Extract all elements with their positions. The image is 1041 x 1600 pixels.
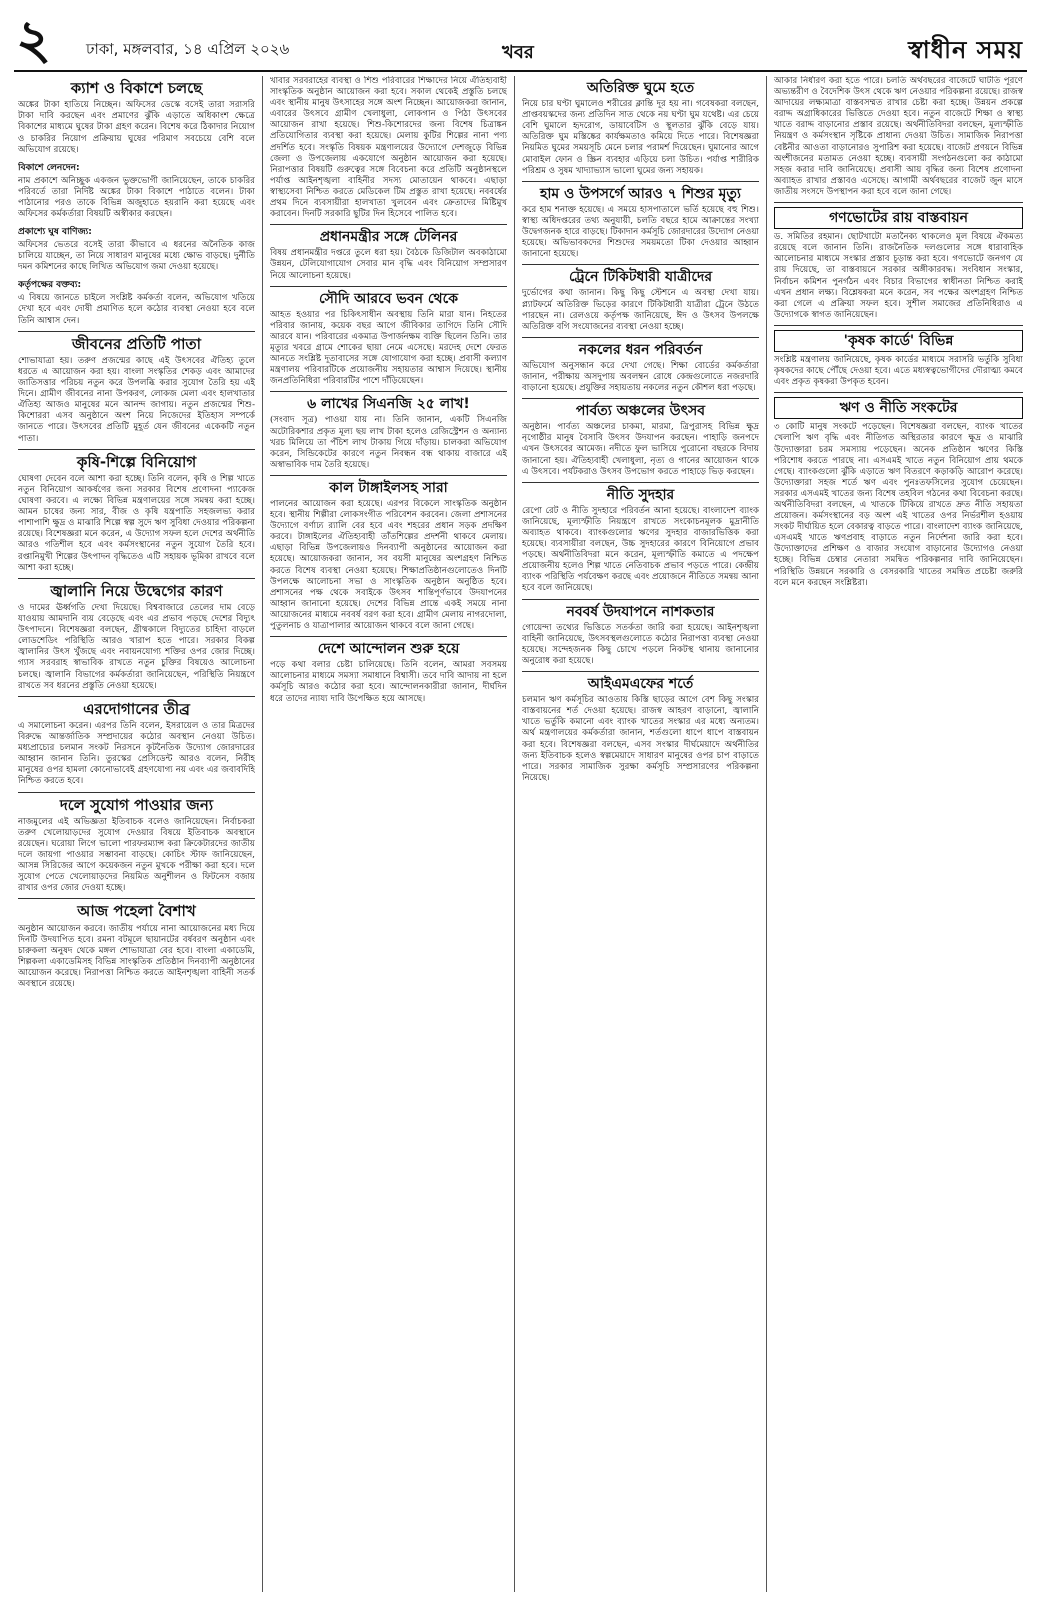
article-headline: দেশে আন্দোলন শুরু হয়ে	[317, 641, 460, 658]
article	[774, 325, 1023, 388]
article-divider	[522, 671, 759, 672]
article-divider	[522, 264, 759, 265]
article-body: (সংবাদ সূত্র) পাওয়া যায় না। তিনি জানান, একটি সিএনজি অটোরিকশার প্রকৃত মূল্য ছয় লাখ টাকা হলেও রেজিস্ট্রেশন ও অন্যান্য খরচ মিলিয়ে তা পঁচিশ লাখ টাকায় গিয়ে দাঁড়ায়। চালকরা অভিযোগ করেন, সিন্ডিকেটের কারণে নতুন নিবন্ধন বন্ধ থাকায় বাজারে এই অস্বাভাবিক দাম তৈরি হয়েছে।	[270, 415, 507, 470]
article	[270, 286, 507, 388]
article	[522, 264, 759, 332]
column-divider	[766, 76, 767, 1592]
article-body: গোয়েন্দা তথ্যের ভিত্তিতে সতর্কতা জারি করা হয়েছে। আইনশৃঙ্খলা বাহিনী জানিয়েছে, উৎসবস্থলগুলোতে কঠোর নিরাপত্তা ব্যবস্থা নেওয়া হয়েছে। সন্দেহজনক কিছু চোখে পড়লে নিকটস্থ থানায় জানানোর অনুরোধ করা হয়েছে।	[522, 622, 759, 666]
article	[522, 671, 759, 784]
article	[522, 337, 759, 394]
article-headline: 'কৃষক কার্ডে' বিভিন্ন	[774, 330, 1023, 352]
column-3	[522, 76, 759, 1592]
article-body: এ বিষয়ে জানতে চাইলে সংশ্লিষ্ট কর্মকর্তা বলেন, অভিযোগ খতিয়ে দেখা হবে এবং দোষী প্রমাণিত হলে কঠোর ব্যবস্থা নেওয়া হবে বলে তিনি আশ্বাস দেন।	[18, 293, 255, 326]
article-body: আহত হওয়ার পর চিকিৎসাধীন অবস্থায় তিনি মারা যান। নিহতের পরিবার জানায়, কয়েক বছর আগে জীবিকার তাগিদে তিনি সৌদি আরবে যান। পরিবারের একমাত্র উপার্জনক্ষম ব্যক্তি ছিলেন তিনি। তার মৃত্যুর খবরে গ্রামে শোকের ছায়া নেমে এসেছে। মরদেহ দেশে ফেরত আনতে সংশ্লিষ্ট দূতাবাসের সঙ্গে যোগাযোগ করা হচ্ছে। প্রবাসী কল্যাণ মন্ত্রণালয় পরিবারটিকে প্রয়োজনীয় সহায়তার আশ্বাস দিয়েছে। স্থানীয় জনপ্রতিনিধিরা পরিবারটির পাশে দাঁড়িয়েছেন।	[270, 309, 507, 387]
article-divider	[18, 331, 255, 332]
article-body: সংশ্লিষ্ট মন্ত্রণালয় জানিয়েছে, কৃষক কার্ডের মাধ্যমে সরাসরি ভর্তুকি সুবিধা কৃষকদের কাছে পৌঁছে দেওয়া হবে। এতে মধ্যস্বত্বভোগীদের দৌরাত্ম্য কমবে এবং প্রকৃত কৃষকরা উপকৃত হবেন।	[774, 354, 1023, 388]
article	[270, 636, 507, 704]
column-divider	[262, 76, 263, 1592]
article-headline: প্রধানমন্ত্রীর সঙ্গে টেলিনর	[319, 229, 458, 246]
article	[522, 482, 759, 595]
column-2	[270, 76, 507, 1592]
article	[522, 80, 759, 177]
article-headline: ক্যাশ ও বিকাশে চলছে	[70, 79, 203, 97]
article-body: নাম প্রকাশে অনিচ্ছুক একজন ভুক্তভোগী জানিয়েছেন, তাকে চাকরির পরিবর্তে তারা নির্দিষ্ট অঙ্কের টাকা বিকাশে পাঠাতে বলেন। টাকা পাঠানোর পরও তাকে বিভিন্ন অজুহাতে হয়রানি করা হয়েছে এবং অফিসের কর্মকর্তারা বিষয়টি অস্বীকার করছেন।	[18, 175, 255, 219]
article-headline: কৃষি-শিল্পে বিনিয়োগ	[76, 452, 197, 471]
article-divider	[270, 636, 507, 637]
article-divider	[522, 398, 759, 399]
article-body: চলমান ঋণ কর্মসূচির আওতায় কিস্তি ছাড়ের আগে বেশ কিছু সংস্কার বাস্তবায়নের শর্ত দেওয়া হয়েছে। রাজস্ব আহরণ বাড়ানো, জ্বালানি খাতে ভর্তুকি কমানো এবং ব্যাংক খাতের সংস্কার এর মধ্যে অন্যতম। অর্থ মন্ত্রণালয়ের কর্মকর্তারা জানান, শর্তগুলো ধাপে ধাপে বাস্তবায়ন করা হবে। বিশেষজ্ঞরা বলছেন, এসব সংস্কার দীর্ঘমেয়াদে অর্থনীতির জন্য ইতিবাচক হলেও স্বল্পমেয়াদে সাধারণ মানুষের ওপর চাপ বাড়াতে পারে। সরকার সামাজিক সুরক্ষা কর্মসূচি সম্প্রসারণের পরিকল্পনা নিয়েছে।	[522, 695, 759, 783]
article-headline: জ্বালানি নিয়ে উদ্বেগের কারণ	[50, 581, 223, 600]
article	[774, 392, 1023, 589]
article-divider	[774, 325, 1023, 326]
article-divider	[18, 792, 255, 793]
page-number: ২	[16, 7, 52, 71]
section-name: খবর	[502, 42, 534, 63]
article-body: শোভাযাত্রা হয়। তরুণ প্রজন্মের কাছে এই উৎসবের ঐতিহ্য তুলে ধরতে এ আয়োজন করা হয়। বাংলা সংস্কৃতির শেকড় এবং আমাদের জাতিসত্তার পরিচয় নতুন করে উপলব্ধি করার সুযোগ তৈরি হয় এই দিনে। গ্রামীণ জীবনের নানা উপকরণ, লোকজ মেলা এবং হালখাতার ঐতিহ্য আজও মানুষের মনে আনন্দ জাগায়। নতুন প্রজন্মের শিশু-কিশোররা এসব অনুষ্ঠানে অংশ নিয়ে নিজেদের ইতিহাস সম্পর্কে জানতে পারে। উৎসবের প্রতিটি মুহূর্ত যেন জীবনের একেকটি নতুন পাতা।	[18, 355, 255, 444]
article-headline: আজ পহেলা বৈশাখ	[77, 902, 196, 921]
article-body: দুর্ভোগের কথা জানান। কিছু কিছু স্টেশনে এ অবস্থা দেখা যায়। প্ল্যাটফর্মে অতিরিক্ত ভিড়ের কারণে টিকিটধারী যাত্রীরা ট্রেনে উঠতে পারছেন না। রেলওয়ে কর্তৃপক্ষ জানিয়েছে, ঈদ ও উৎসব উপলক্ষে অতিরিক্ত বগি সংযোজনের ব্যবস্থা নেওয়া হচ্ছে।	[522, 288, 759, 332]
newspaper-logo: স্বাধীন সময়	[908, 36, 1023, 64]
article	[18, 792, 255, 895]
article-headline: হাম ও উপসর্গে আরও ৭ শিশুর মৃত্যু	[539, 185, 741, 202]
article	[522, 599, 759, 667]
article-divider	[522, 482, 759, 483]
article	[522, 398, 759, 478]
article-body: এ সমালোচনা করেন। এরপর তিনি বলেন, ইসরায়েল ও তার মিত্রদের বিরুদ্ধে আন্তর্জাতিক সম্প্রদায়ের কঠোর অবস্থান নেওয়া উচিত। মধ্যপ্রাচ্যের চলমান সংকট নিরসনে কূটনৈতিক উদ্যোগ জোরদারের আহ্বান জানান তিনি। তুরস্কের প্রেসিডেন্ট আরও বলেন, নিরীহ মানুষের ওপর হামলা কোনোভাবেই গ্রহণযোগ্য নয় এবং এর জবাবদিহি নিশ্চিত করতে হবে।	[18, 721, 255, 787]
article-body: অফিসের ভেতরে বসেই তারা কীভাবে এ ধরনের অনৈতিক কাজ চালিয়ে যাচ্ছেন, তা নিয়ে সাধারণ মানুষের মধ্যে ক্ষোভ বাড়ছে। দুর্নীতি দমন কমিশনের কাছে লিখিত অভিযোগ জমা দেওয়া হয়েছে।	[18, 240, 255, 273]
article-divider	[774, 202, 1023, 203]
article	[18, 331, 255, 445]
article-body: পড়ে কথা বলার চেষ্টা চালিয়েছে। তিনি বলেন, আমরা সবসময় আলোচনার মাধ্যমে সমস্যা সমাধানে বিশ্বাসী। তবে দাবি আদায় না হলে কর্মসূচি আরও কঠোর করা হবে। আন্দোলনকারীরা জানান, দীর্ঘদিন ধরে তাদের ন্যায্য দাবি উপেক্ষিত হয়ে আসছে।	[270, 660, 507, 704]
article-divider	[18, 578, 255, 579]
article-subhead: বিকাশে লেনদেন:	[18, 162, 80, 173]
article-body: পালনের আয়োজন করা হয়েছে। এরপর বিকেলে সাংস্কৃতিক অনুষ্ঠান হবে। স্থানীয় শিল্পীরা লোকসংগীত পরিবেশন করবেন। জেলা প্রশাসনের উদ্যোগে বর্ণাঢ্য র‍্যালি বের হবে এবং শহরের প্রধান সড়ক প্রদক্ষিণ করবে। টাঙ্গাইলের ঐতিহ্যবাহী তাঁতশিল্পের প্রদর্শনী থাকবে মেলায়। এছাড়া বিভিন্ন উপজেলায়ও দিনব্যাপী অনুষ্ঠানের আয়োজন করা হয়েছে। আয়োজকরা জানান, সব বয়সী মানুষের অংশগ্রহণ নিশ্চিত করতে বিশেষ ব্যবস্থা নেওয়া হয়েছে। শিক্ষাপ্রতিষ্ঠানগুলোতেও দিনটি উপলক্ষে আলোচনা সভা ও সাংস্কৃতিক অনুষ্ঠান অনুষ্ঠিত হবে। প্রশাসনের পক্ষ থেকে সবাইকে উৎসব শান্তিপূর্ণভাবে উদযাপনের আহ্বান জানানো হয়েছে। দেশের বিভিন্ন প্রান্তে একই সময়ে নানা আয়োজনের মাধ্যমে নববর্ষ বরণ করা হবে। গ্রামীণ মেলায় নাগরদোলা, পুতুলনাচ ও যাত্রাপালার আয়োজন থাকবে বলে জানা গেছে।	[270, 499, 507, 632]
article	[270, 475, 507, 632]
article-divider	[522, 181, 759, 182]
article	[18, 578, 255, 692]
article-headline: জীবনের প্রতিটি পাতা	[71, 334, 202, 353]
article-headline: এরদোগানের তীব্র	[83, 699, 190, 718]
article-headline: পার্বত্য অঞ্চলের উৎসব	[575, 403, 706, 420]
masthead-rule	[14, 70, 1027, 72]
article-headline: অতিরিক্ত ঘুমে হতে	[586, 80, 695, 96]
column-divider	[514, 76, 515, 1592]
article-divider	[270, 224, 507, 225]
article-headline: গণভোটের রায় বাস্তবায়ন	[774, 207, 1023, 229]
article-divider	[18, 449, 255, 450]
article-divider	[270, 286, 507, 287]
article-headline: আইএমএফের শর্তে	[587, 676, 694, 693]
article-headline: নীতি সুদহার	[606, 486, 675, 503]
article-divider	[18, 696, 255, 697]
column-4	[774, 76, 1023, 1592]
article-headline: নববর্ষ উদযাপনে নাশকতার	[566, 603, 715, 620]
article-body: অনুষ্ঠান আয়োজন করবে। জাতীয় পর্যায়ে নানা আয়োজনের মধ্য দিয়ে দিনটি উদযাপিত হবে। রমনা বটমূলে ছায়ানটের বর্ষবরণ অনুষ্ঠান এবং চারুকলা অনুষদ থেকে মঙ্গল শোভাযাত্রা বের হবে। বাংলা একাডেমি, শিল্পকলা একাডেমিসহ বিভিন্ন সাংস্কৃতিক প্রতিষ্ঠান দিনব্যাপী অনুষ্ঠানের আয়োজন করেছে। নিরাপত্তা নিশ্চিত করতে আইনশৃঙ্খলা বাহিনী সতর্ক অবস্থানে রয়েছে।	[18, 923, 255, 990]
article-body: নিয়ে চার ঘণ্টা ঘুমালেও শরীরের ক্লান্তি দূর হয় না। গবেষকরা বলছেন, প্রাপ্তবয়স্কদের জন্য প্রতিদিন সাত থেকে নয় ঘণ্টা ঘুম যথেষ্ট। এর চেয়ে বেশি ঘুমালে হৃদরোগ, ডায়াবেটিস ও স্থূলতার ঝুঁকি বেড়ে যায়। অতিরিক্ত ঘুম মস্তিষ্কের কার্যক্ষমতাও কমিয়ে দিতে পারে। বিশেষজ্ঞরা নিয়মিত ঘুমের সময়সূচি মেনে চলার পরামর্শ দিয়েছেন। ঘুমানোর আগে মোবাইল ফোন ও স্ক্রিন ব্যবহার এড়িয়ে চলা উচিত। পর্যাপ্ত শারীরিক পরিশ্রম ও সুষম খাদ্যাভ্যাস ভালো ঘুমের জন্য সহায়ক।	[522, 99, 759, 176]
article-headline: সৌদি আরবে ভবন থেকে	[318, 290, 459, 307]
article-divider	[522, 337, 759, 338]
column-1	[18, 76, 255, 1592]
article-body: অনুষ্ঠান। পার্বত্য অঞ্চলের চাকমা, মারমা, ত্রিপুরাসহ বিভিন্ন ক্ষুদ্র নৃগোষ্ঠীর মানুষ বৈসাবি উৎসব উদযাপন করছেন। পাহাড়ি জনপদে এখন উৎসবের আমেজ। নদীতে ফুল ভাসিয়ে পুরোনো বছরকে বিদায় জানানো হয়। ঐতিহ্যবাহী খেলাধুলা, নৃত্য ও গানের আয়োজন থাকে এ উৎসবে। পর্যটকরাও উৎসব উপভোগ করতে পাহাড়ে ভিড় করছেন।	[522, 422, 759, 477]
article	[18, 80, 255, 327]
masthead	[0, 0, 1041, 72]
article-divider	[18, 898, 255, 899]
article-headline: ঋণ ও নীতি সংকটের	[774, 397, 1023, 419]
article	[270, 391, 507, 471]
article-body: ড. সমিতির রহমান। ছোটখাটো মতানৈক্য থাকলেও মূল বিষয়ে ঐকমত্য রয়েছে বলে জানান তিনি। রাজনৈতিক দলগুলোর সঙ্গে ধারাবাহিক আলোচনার মাধ্যমে সংস্কার প্রস্তাব চূড়ান্ত করা হবে। গণভোটে জনগণ যে রায় দিয়েছে, তা বাস্তবায়নে সরকার অঙ্গীকারবদ্ধ। সংবিধান সংস্কার, নির্বাচন কমিশন পুনর্গঠন এবং বিচার বিভাগের স্বাধীনতা নিশ্চিত করাই এখন প্রধান লক্ষ্য। বিশ্লেষকরা মনে করেন, সব পক্ষের অংশগ্রহণ নিশ্চিত করা গেলে এ প্রক্রিয়া সফল হবে। সুশীল সমাজের প্রতিনিধিরাও এ উদ্যোগকে স্বাগত জানিয়েছেন।	[774, 232, 1023, 320]
article-body: ঘোষণা দেবেন বলে আশা করা হচ্ছে। তিনি বলেন, কৃষি ও শিল্প খাতে নতুন বিনিয়োগ আকর্ষণের জন্য সরকার বিশেষ প্রণোদনা প্যাকেজ ঘোষণা করবে। এ লক্ষ্যে বিভিন্ন মন্ত্রণালয়ের সঙ্গে সমন্বয় করা হচ্ছে। আমন চাষের জন্য সার, বীজ ও কৃষি যন্ত্রপাতি সহজলভ্য করার পাশাপাশি ক্ষুদ্র ও মাঝারি শিল্পে স্বল্প সুদে ঋণ সুবিধা দেওয়ার পরিকল্পনা রয়েছে। বিশেষজ্ঞরা মনে করেন, এ উদ্যোগ সফল হলে দেশের অর্থনীতি আরও গতিশীল হবে এবং কর্মসংস্থানের নতুন সুযোগ তৈরি হবে। রপ্তানিমুখী শিল্পের উৎপাদন বৃদ্ধিতেও এটি সহায়ক ভূমিকা রাখবে বলে আশা করা হচ্ছে।	[18, 473, 255, 573]
article	[522, 181, 759, 261]
article-body: নাজমুলের এই অভিজ্ঞতা ইতিবাচক বলেও জানিয়েছেন। নির্বাচকরা তরুণ খেলোয়াড়দের সুযোগ দেওয়ার বিষয়ে ইতিবাচক অবস্থানে রয়েছেন। ঘরোয়া লিগে ভালো পারফরম্যান্স করা ক্রিকেটারদের জাতীয় দলে জায়গা পাওয়ার সম্ভাবনা বাড়ছে। কোচিং স্টাফ জানিয়েছেন, আসন্ন সিরিজের আগে কয়েকজন নতুন মুখকে পরীক্ষা করা হবে। দলে সুযোগ পেতে খেলোয়াড়দের নিয়মিত অনুশীলন ও ফিটনেস বজায় রাখার ওপর জোর দেওয়া হচ্ছে।	[18, 816, 255, 894]
article-body: খাবার সরবরাহের ব্যবস্থা ও শিশু পরিবারের শিক্ষাদের নিয়ে ঐতিহ্যবাহী সাংস্কৃতিক অনুষ্ঠান আয়োজন করা হবে। সকাল থেকেই প্রস্তুতি চলছে এবং স্থানীয় মানুষ উৎসাহের সঙ্গে অংশ নিচ্ছেন। আয়োজকরা জানান, এবারের উৎসবে গ্রামীণ খেলাধুলা, লোকগান ও পিঠা উৎসবের আয়োজন রাখা হয়েছে। শিশু-কিশোরদের জন্য বিশেষ চিত্রাঙ্কন প্রতিযোগিতার ব্যবস্থা করা হয়েছে। মেলায় কুটির শিল্পের নানা পণ্য প্রদর্শিত হবে। সংস্কৃতি বিষয়ক মন্ত্রণালয়ের উদ্যোগে দেশজুড়ে বিভিন্ন জেলা ও উপজেলায় একযোগে অনুষ্ঠান আয়োজন করা হয়েছে। নিরাপত্তার বিষয়টি গুরুত্বের সঙ্গে বিবেচনা করে প্রতিটি অনুষ্ঠানস্থলে পর্যাপ্ত আইনশৃঙ্খলা বাহিনীর সদস্য মোতায়েন থাকবে। এছাড়া স্বাস্থ্যসেবা নিশ্চিত করতে মেডিকেল টিম প্রস্তুত রাখা হয়েছে। নববর্ষের প্রথম দিনে ব্যবসায়ীরা হালখাতা খুলবেন এবং ক্রেতাদের মিষ্টিমুখ করাবেন। দিনটি সরকারি ছুটির দিন হিসেবে পালিত হবে।	[270, 76, 507, 220]
article-body: অঙ্কের টাকা হাতিয়ে নিচ্ছেন। অফিসের ডেস্কে বসেই তারা সরাসরি টাকা দাবি করছেন এবং প্রমাণের ঝুঁকি এড়াতে অধিকাংশ ক্ষেত্রে বিকাশের মাধ্যমে ঘুষের টাকা গ্রহণ করেন। বিশেষ করে ঠিকাদার নিয়োগ ও চাকরির নিয়োগ প্রক্রিয়ায় ঘুষের পরিমাণ সবচেয়ে বেশি বলে অভিযোগ রয়েছে।	[18, 100, 255, 155]
article-headline: নকলের ধরন পরিবর্তন	[578, 341, 703, 358]
article-body: ও দামের ঊর্ধ্বগতি দেখা দিয়েছে। বিশ্ববাজারে তেলের দাম বেড়ে যাওয়ায় আমদানি ব্যয় বেড়েছে এবং এর প্রভাব পড়ছে দেশের বিদ্যুৎ উৎপাদনে। বিশেষজ্ঞরা বলছেন, গ্রীষ্মকালে বিদ্যুতের চাহিদা বাড়লে লোডশেডিং পরিস্থিতি আরও খারাপ হতে পারে। সরকার বিকল্প জ্বালানির উৎস খুঁজছে এবং নবায়নযোগ্য শক্তির ওপর জোর দিচ্ছে। গ্যাস সরবরাহ স্বাভাবিক রাখতে নতুন চুক্তির বিষয়েও আলোচনা চলছে। জ্বালানি বিভাগের কর্মকর্তারা জানিয়েছেন, পরিস্থিতি নিয়ন্ত্রণে রাখতে সব ধরনের প্রস্তুতি নেওয়া হয়েছে।	[18, 603, 255, 691]
article-headline: ট্রেনে টিকিটধারী যাত্রীদের	[568, 269, 713, 286]
article-body: করে হাম শনাক্ত হয়েছে। এ সময়ে হাসপাতালে ভর্তি হয়েছে বহু শিশু। স্বাস্থ্য অধিদপ্তরের তথ্য অনুযায়ী, চলতি বছরে হামে আক্রান্তের সংখ্যা উদ্বেগজনক হারে বাড়ছে। টিকাদান কর্মসূচি জোরদারের উদ্যোগ নেওয়া হয়েছে। অভিভাবকদের শিশুদের সময়মতো টিকা দেওয়ার আহ্বান জানানো হয়েছে।	[522, 204, 759, 260]
article-body: রেপো রেট ও নীতি সুদহারে পরিবর্তন আনা হয়েছে। বাংলাদেশ ব্যাংক জানিয়েছে, মূল্যস্ফীতি নিয়ন্ত্রণে রাখতে সংকোচনমূলক মুদ্রানীতি অব্যাহত থাকবে। ব্যাংকগুলোর ঋণের সুদহার বাজারভিত্তিক করা হয়েছে। ব্যবসায়ীরা বলছেন, উচ্চ সুদহারের কারণে বিনিয়োগে প্রভাব পড়ছে। অর্থনীতিবিদরা মনে করেন, মূল্যস্ফীতি কমাতে এ পদক্ষেপ প্রয়োজনীয় হলেও শিল্প খাতে নেতিবাচক প্রভাব পড়তে পারে। কেন্দ্রীয় ব্যাংক পরিস্থিতি পর্যবেক্ষণ করছে এবং প্রয়োজনে নীতিতে সমন্বয় আনা হবে বলে জানিয়েছে।	[522, 505, 759, 594]
article	[270, 224, 507, 281]
article	[18, 898, 255, 990]
article-divider	[522, 599, 759, 600]
article-subhead: প্রকাশ্যে ঘুষ বাণিজ্য:	[18, 227, 92, 238]
article-divider	[774, 392, 1023, 393]
article-body: ৩ কোটি মানুষ সংকটে পড়েছেন। বিশেষজ্ঞরা বলছেন, ব্যাংক খাতের খেলাপি ঋণ বৃদ্ধি এবং নীতিগত অস্থিরতার কারণে ক্ষুদ্র ও মাঝারি উদ্যোক্তারা চরম সমস্যায় পড়েছেন। অনেক প্রতিষ্ঠান ঋণের কিস্তি পরিশোধ করতে পারছে না। এসএমই খাতে নতুন বিনিয়োগ প্রায় থমকে গেছে। ব্যাংকগুলো ঝুঁকি এড়াতে ঋণ বিতরণে কড়াকড়ি আরোপ করেছে। উদ্যোক্তারা সহজ শর্তে ঋণ এবং পুনঃতফসিলের সুযোগ চেয়েছেন। সরকার এসএমই খাতের জন্য বিশেষ তহবিল গঠনের কথা বিবেচনা করছে। অর্থনীতিবিদরা বলছেন, এ খাতকে টিকিয়ে রাখতে দ্রুত নীতি সহায়তা প্রয়োজন। কর্মসংস্থানের বড় অংশ এই খাতের ওপর নির্ভরশীল হওয়ায় সংকট দীর্ঘায়িত হলে বেকারত্ব বাড়তে পারে। বাংলাদেশ ব্যাংক জানিয়েছে, এসএমই খাতে ঋণপ্রবাহ বাড়াতে নতুন নির্দেশনা জারি করা হবে। উদ্যোক্তাদের প্রশিক্ষণ ও বাজার সংযোগ বাড়ানোর উদ্যোগও নেওয়া হচ্ছে। বিভিন্ন চেম্বার নেতারা সমন্বিত পরিকল্পনার দাবি জানিয়েছেন। পরিস্থিতি উন্নয়নে সরকারি ও বেসরকারি খাতের সমন্বিত প্রচেষ্টা জরুরি বলে মনে করছেন সংশ্লিষ্টরা।	[774, 422, 1023, 588]
dateline: ঢাকা, মঙ্গলবার, ১৪ এপ্রিল ২০২৬	[86, 40, 290, 58]
article-body: আকার নির্ধারণ করা হতে পারে। চলতি অর্থবছরের বাজেটে ঘাটতি পূরণে অভ্যন্তরীণ ও বৈদেশিক উৎস থেকে ঋণ নেওয়ার পরিকল্পনা রয়েছে। রাজস্ব আদায়ের লক্ষ্যমাত্রা বাস্তবসম্মত রাখার চেষ্টা করা হচ্ছে। উন্নয়ন প্রকল্পে বরাদ্দ অগ্রাধিকারের ভিত্তিতে দেওয়া হবে। নতুন বাজেটে শিক্ষা ও স্বাস্থ্য খাতে বরাদ্দ বাড়ানোর প্রস্তাব রয়েছে। অর্থনীতিবিদরা বলছেন, মূল্যস্ফীতি নিয়ন্ত্রণ ও কর্মসংস্থান সৃষ্টিকে প্রাধান্য দেওয়া উচিত। সামাজিক নিরাপত্তা বেষ্টনীর আওতা বাড়ানোরও সুপারিশ করা হয়েছে। বাজেট প্রণয়নে বিভিন্ন অংশীজনের মতামত নেওয়া হচ্ছে। ব্যবসায়ী সংগঠনগুলো কর কাঠামো সহজ করার দাবি জানিয়েছে। প্রবাসী আয় বৃদ্ধির জন্য বিশেষ প্রণোদনা অব্যাহত রাখার প্রস্তাবও এসেছে। আগামী অর্থবছরের বাজেট জুন মাসে জাতীয় সংসদে উপস্থাপন করা হবে বলে জানা গেছে।	[774, 76, 1023, 197]
article-subhead: কর্তৃপক্ষের বক্তব্য:	[18, 280, 82, 291]
article-body: অভিযোগ অনুসন্ধান করে দেখা গেছে। শিক্ষা বোর্ডের কর্মকর্তারা জানান, পরীক্ষায় অসদুপায় অবলম্বন রোধে কেন্দ্রগুলোতে নজরদারি বাড়ানো হয়েছে। প্রযুক্তির সহায়তায় নকলের নতুন কৌশল ধরা পড়ছে।	[522, 360, 759, 394]
article	[774, 202, 1023, 321]
article	[270, 76, 507, 220]
article-headline: দলে সুযোগ পাওয়ার জন্য	[59, 795, 214, 814]
article-headline: ৬ লাখের সিএনজি ২৫ লাখ!	[307, 396, 470, 413]
article	[774, 76, 1023, 198]
article-headline: কাল টাঙ্গাইলসহ সারা	[329, 479, 448, 496]
article-body: বিষয় প্রধানমন্ত্রীর দপ্তরে তুলে ধরা হয়। বৈঠকে ডিজিটাল অবকাঠামো উন্নয়ন, টেলিযোগাযোগ সেবার মান বৃদ্ধি এবং বিনিয়োগ সম্প্রসারণ নিয়ে আলোচনা হয়েছে।	[270, 248, 507, 281]
article-divider	[270, 475, 507, 476]
article-divider	[270, 391, 507, 392]
article	[18, 449, 255, 574]
article	[18, 696, 255, 788]
